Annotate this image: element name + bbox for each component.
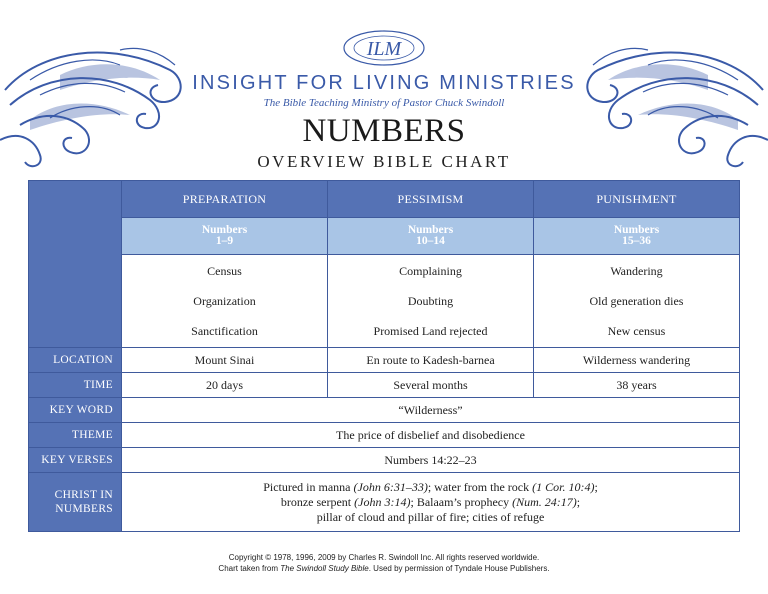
label-blank bbox=[29, 181, 122, 348]
org-name: INSIGHT FOR LIVING MINISTRIES bbox=[192, 72, 576, 94]
christ-in-numbers-cell: Pictured in manna (John 6:31–33); water from the rock (1 Cor. 10:4); bronze serpent (John 3:14); Balaam’s prophecy (Num. 24:17); pillar of cloud and pillar of fire; cities of refuge bbox=[122, 473, 740, 532]
section-items bbox=[328, 255, 534, 348]
logo-letters: ILM bbox=[366, 38, 402, 60]
column-heading: PUNISHMENT bbox=[534, 181, 740, 218]
chapter-reference: Numbers 15–36 bbox=[534, 218, 740, 255]
section-items bbox=[122, 255, 328, 348]
row-label-time: TIME bbox=[29, 373, 122, 398]
list-item: Complaining bbox=[399, 264, 462, 278]
list-item: Sanctification bbox=[191, 324, 258, 338]
chapter-reference: Numbers 10–14 bbox=[328, 218, 534, 255]
chapter-reference: Numbers 1–9 bbox=[122, 218, 328, 255]
time-cell: 20 days bbox=[122, 373, 328, 398]
list-item: Census bbox=[207, 264, 242, 278]
key-verses-cell: Numbers 14:22–23 bbox=[122, 448, 740, 473]
row-label-location: LOCATION bbox=[29, 348, 122, 373]
list-item: New census bbox=[607, 324, 666, 338]
list-item: Organization bbox=[193, 294, 256, 308]
key-word-cell: “Wilderness” bbox=[122, 398, 740, 423]
row-label-christ: CHRIST IN NUMBERS bbox=[29, 473, 122, 532]
page-header bbox=[0, 0, 768, 178]
list-item: Promised Land rejected bbox=[373, 324, 488, 338]
location-cell: Mount Sinai bbox=[122, 348, 328, 373]
row-label-key-verses: KEY VERSES bbox=[29, 448, 122, 473]
page-title: NUMBERS bbox=[302, 113, 466, 149]
list-item: Old generation dies bbox=[589, 294, 684, 308]
copyright-line: Copyright © 1978, 1996, 2009 by Charles R. Swindoll Inc. All rights reserved worldwide. bbox=[228, 553, 540, 562]
time-cell: Several months bbox=[328, 373, 534, 398]
ilm-logo bbox=[338, 26, 430, 70]
row-label-key-word: KEY WORD bbox=[29, 398, 122, 423]
column-heading: PREPARATION bbox=[122, 181, 328, 218]
list-item: Wandering bbox=[610, 264, 663, 278]
location-cell: En route to Kadesh-barnea bbox=[328, 348, 534, 373]
row-label-theme: THEME bbox=[29, 423, 122, 448]
theme-cell: The price of disbelief and disobedience bbox=[122, 423, 740, 448]
overview-chart bbox=[28, 180, 740, 532]
column-heading: PESSIMISM bbox=[328, 181, 534, 218]
time-cell: 38 years bbox=[534, 373, 740, 398]
credit-line: Chart taken from The Swindoll Study Bible. Used by permission of Tyndale House Publishers. bbox=[218, 564, 550, 573]
location-cell: Wilderness wandering bbox=[534, 348, 740, 373]
page-subtitle: OVERVIEW BIBLE CHART bbox=[257, 152, 511, 171]
list-item: Doubting bbox=[407, 294, 454, 308]
section-items bbox=[534, 255, 740, 348]
tagline: The Bible Teaching Ministry of Pastor Chuck Swindoll bbox=[263, 97, 505, 109]
copyright-footer bbox=[0, 552, 768, 574]
